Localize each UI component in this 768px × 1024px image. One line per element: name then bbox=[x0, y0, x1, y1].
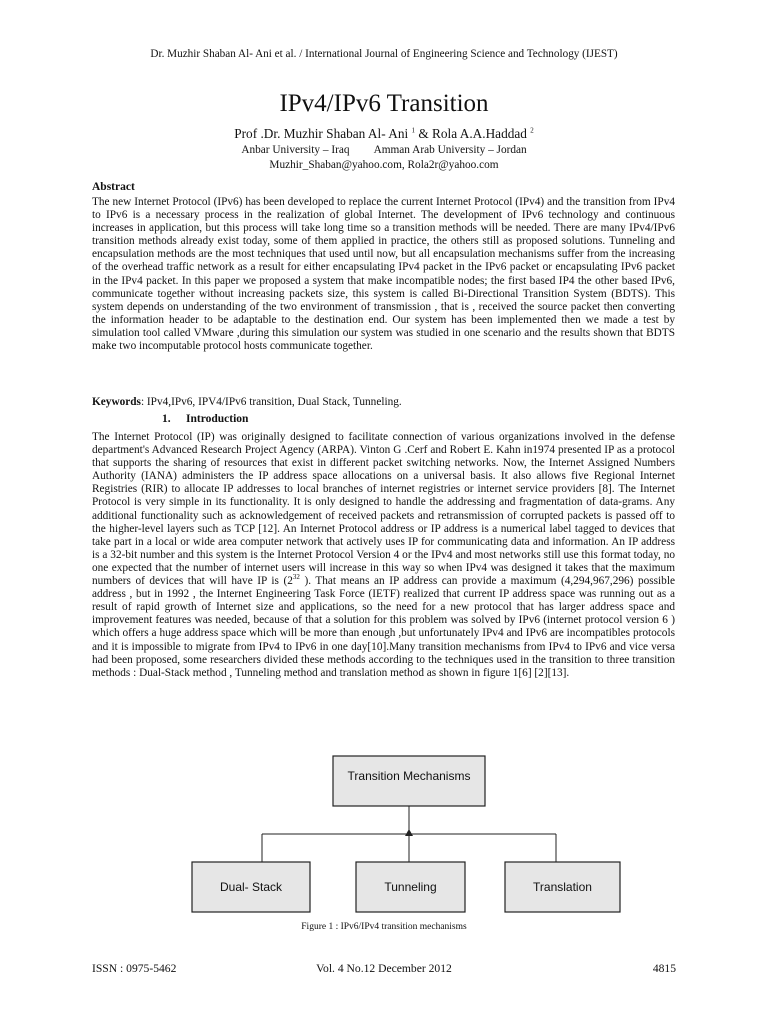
abstract-text: The new Internet Protocol (IPv6) has been developed to replace the current Internet Protocol (IPv4) and the transition from IPv4 to IPv6 is a necessary process in the realization of global Internet. The development of IPv6 technology and continuous increases in application, but this process will take long time so a transition methods will be needed. There are many IPv4/IPv6 transition methods already exist today, some of them applied in practice, the others still as proposed solutions. Tunneling and encapsulation methods are the most techniques that used until now, but all encapsulation mechanisms suffer from the increasing of the overhead traffic network as a result for either encapsulating IPv4 packet in the IPv6 packet or encapsulating IPv6 packet in the IPv4 packet. In this paper we proposed a system that make incompatible nodes; the first based IP4 the other based IPv6, communicate together without increasing packets size, this system is called Bi-Directional Transition System (BDTS). This system depends on understanding of the two environment of transmission , that is , received the source packet then converting the information header to be adaptable to the destination end. Our system has been implemented then we made a test by simulation tool called VMware ,during this simulation our system was studied in one scenario and the results shown that BDTS make two incomputable protocol hosts communicate together. bbox=[92, 196, 675, 353]
root-node-label: Transition Mechanisms bbox=[347, 769, 471, 783]
author-line bbox=[0, 126, 768, 142]
affiliations bbox=[0, 144, 768, 156]
author-1-affil-mark: 1 bbox=[411, 126, 416, 135]
child-node-label-tunneling: Tunneling bbox=[384, 880, 437, 894]
introduction-text-part2: ). That means an IP address can provide a maximum (4,294,967,296) possible address , but in 1992 , the Internet Engineering Task Force (IETF) realized that current IP address space was running out as a result of rapid growth of Internet size and applications, so the need for a new protocol that has larger address space and improvement features was needed, because of that a solution for this problem was solved by IPv6 (internet protocol version 6 ) which offers a huge address space which will be more than enough ,but unfortunately IPv4 and IPv6 are incompatibles protocols and it is impossible to migrate from IPv4 to IPv6 in one day[10].Many transition mechanisms from IPv4 to IPv6 and vice versa had been proposed, some researchers divided these methods according to the techniques used in the transition to three transition methods : Dual-Stack method , Tunneling method and translation method as shown in figure 1[6] [2][13]. bbox=[92, 575, 675, 679]
paper-title: IPv4/IPv6 Transition bbox=[279, 90, 489, 117]
footer-issn: ISSN : 0975-5462 bbox=[92, 962, 177, 975]
footer-page-number: 4815 bbox=[652, 962, 676, 975]
section-title: Introduction bbox=[186, 413, 249, 425]
introduction-text bbox=[92, 431, 675, 680]
exponent: 32 bbox=[292, 573, 300, 582]
author-1: Prof .Dr. Muzhir Shaban Al- Ani bbox=[234, 126, 409, 141]
author-2-affil-mark: 2 bbox=[530, 126, 534, 135]
figure-caption: Figure 1 : IPv6/IPv4 transition mechanisms bbox=[301, 922, 467, 932]
keywords bbox=[92, 396, 675, 409]
author-emails: Muzhir_Shaban@yahoo.com, Rola2r@yahoo.com bbox=[269, 159, 499, 171]
section-heading-introduction bbox=[162, 413, 248, 425]
affiliation-2: Amman Arab University – Jordan bbox=[373, 144, 527, 156]
affiliation-1: Anbar University – Iraq bbox=[241, 144, 350, 156]
author-separator: & bbox=[418, 126, 429, 141]
footer-volume: Vol. 4 No.12 December 2012 bbox=[316, 962, 452, 975]
child-node-label-dual-stack: Dual- Stack bbox=[219, 880, 283, 894]
running-header: Dr. Muzhir Shaban Al- Ani et al. / International Journal of Engineering Science and Technology (IJEST) bbox=[150, 48, 618, 60]
abstract-heading: Abstract bbox=[92, 181, 135, 193]
author-2: Rola A.A.Haddad bbox=[432, 126, 527, 141]
introduction-text-part1: The Internet Protocol (IP) was originally designed to facilitate connection of various organizations involved in the defense department's Advanced Research Project Agency (ARPA). Vinton G .Cerf and Robert E. Kahn in1974 presented IP as a protocol that supports the sharing of resources that exist in different packet switching networks. Now, the Internet Assigned Numbers Authority (IANA) administers the IP address space allocations on a universal basis. It also allows five Regional Internet Registries (RIR) to allocate IP addresses to local branches of internet registries or internet service providers [8]. The Internet Protocol is very simple in its functionality. It is only designed to handle the addressing and fragmentation of data-grams. Any additional functionality such as acknowledgement of received packets and retransmission of corrupted packets is passed off to the higher-level layers such as TCP [12]. An Internet Protocol address or IP address is a numerical label tagged to devices that take part in a local or wide area computer network that actively uses IP for communicating data and information. An IP address is a 32-bit number and this system is the Internet Protocol Version 4 or the IPv4 and most networks still use this format today, no one expected that the number of internet users will increase in this way so when IPv4 was designed it takes that the maximum numbers of devices that will have IP is (2 bbox=[92, 431, 675, 588]
section-number: 1. bbox=[162, 413, 171, 425]
keywords-text: : IPv4,IPv6, IPV4/IPv6 transition, Dual Stack, Tunneling. bbox=[140, 396, 402, 408]
keywords-label: Keywords bbox=[92, 396, 141, 408]
child-node-label-translation: Translation bbox=[533, 880, 592, 894]
figure-1-diagram bbox=[0, 752, 768, 942]
